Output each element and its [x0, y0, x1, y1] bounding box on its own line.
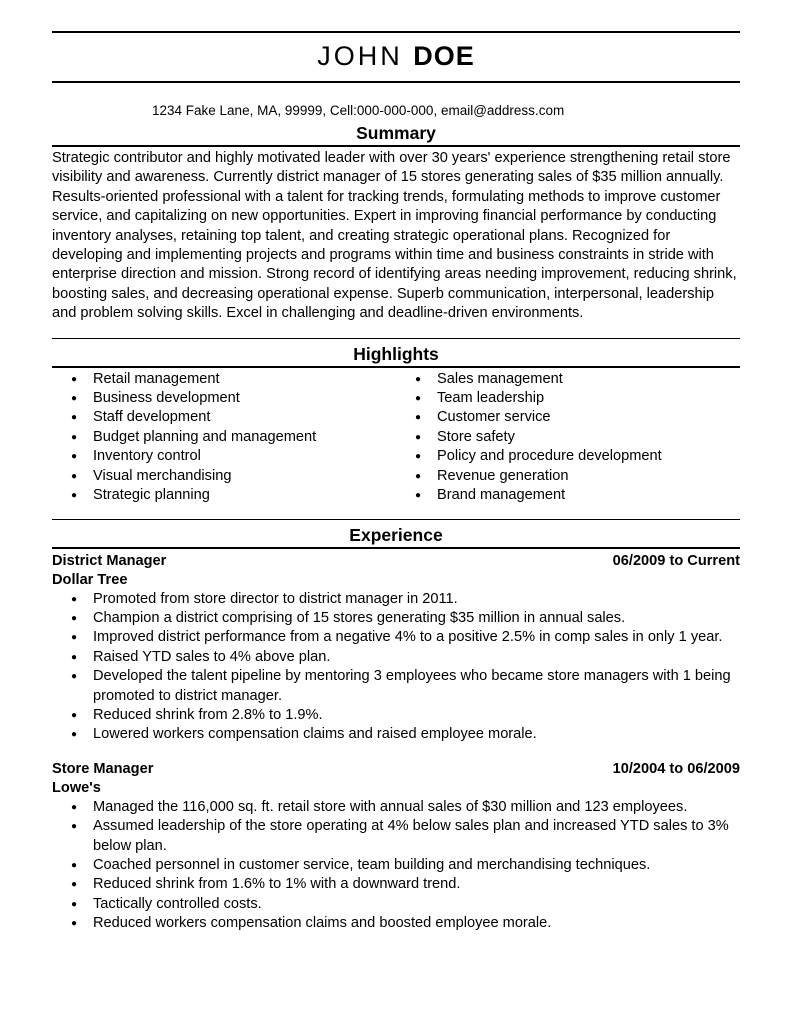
list-item: ● Champion a district comprising of 15 stores generating $35 million in annual sales. — [52, 609, 740, 628]
resume-page — [52, 0, 740, 934]
experience-rule — [52, 547, 740, 549]
experience-top-rule — [52, 519, 740, 520]
list-item: ● Revenue generation — [396, 467, 740, 486]
list-item: ● Policy and procedure development — [396, 447, 740, 466]
highlights-left-column — [52, 370, 396, 506]
list-item: ● Managed the 116,000 sq. ft. retail store with annual sales of $30 million and 123 employees. — [52, 798, 740, 817]
highlights-rule — [52, 366, 740, 368]
company-name: Lowe's — [52, 779, 101, 796]
list-item: ● Reduced shrink from 1.6% to 1% with a downward trend. — [52, 875, 740, 894]
list-item: ● Developed the talent pipeline by mentoring 3 employees who became store managers with 1 being promoted to district manager. — [52, 667, 740, 706]
last-name: DOE — [413, 41, 475, 71]
top-rule — [52, 31, 740, 33]
highlights-right-column — [396, 370, 740, 506]
list-item: ● Visual merchandising — [52, 467, 396, 486]
list-item: ● Raised YTD sales to 4% above plan. — [52, 648, 740, 667]
first-name: JOHN — [317, 41, 403, 71]
list-item: ● Lowered workers compensation claims and raised employee morale. — [52, 725, 740, 744]
summary-text: Strategic contributor and highly motivated leader with over 30 years' experience strengthening retail store visibility and awareness. Currently district manager of 15 stores generating sales of $35 million annually. Results-oriented professional with a talent for tracking trends, formulating methods to improve customer service, and capitalizing on new opportunities. Expert in improving financial performance by conducting inventory analyses, retaining top talent, and creating strategic operational plans. Recognized for developing and implementing projects and programs within time and business constraints in stride with enterprise direction and mission. Strong record of identifying areas needing improvement, reducing shrink, boosting sales, and decreasing operational expense. Superb communication, interpersonal, leadership and problem solving skills. Excel in challenging and deadline-driven environments. — [52, 150, 737, 322]
list-item: ● Store safety — [396, 428, 740, 447]
list-item: ● Tactically controlled costs. — [52, 895, 740, 914]
highlights-list — [52, 370, 740, 506]
list-item: ● Inventory control — [52, 447, 396, 466]
job-bullets — [52, 590, 740, 745]
list-item: ● Brand management — [396, 486, 740, 505]
summary-title: Summary — [356, 123, 436, 143]
contact-line: 1234 Fake Lane, MA, 99999, Cell:000-000-000, email@address.com — [152, 103, 565, 118]
list-item: ● Strategic planning — [52, 486, 396, 505]
list-item: ● Reduced shrink from 2.8% to 1.9%. — [52, 706, 740, 725]
job-title: District Manager — [52, 552, 167, 569]
job-bullets — [52, 798, 740, 934]
job-header — [52, 552, 740, 571]
job-title: Store Manager — [52, 760, 154, 777]
list-item: ● Improved district performance from a negative 4% to a positive 2.5% in comp sales in only 1 year. — [52, 628, 740, 647]
list-item: ● Budget planning and management — [52, 428, 396, 447]
job-header — [52, 760, 740, 779]
list-item: ● Customer service — [396, 408, 740, 427]
list-item: ● Sales management — [396, 370, 740, 389]
list-item: ● Coached personnel in customer service, team building and merchandising techniques. — [52, 856, 740, 875]
job-entry — [52, 760, 740, 934]
list-item: ● Business development — [52, 389, 396, 408]
summary-rule — [52, 145, 740, 147]
list-item: ● Reduced workers compensation claims and boosted employee morale. — [52, 914, 740, 933]
name-rule — [52, 81, 740, 83]
candidate-name — [52, 35, 740, 77]
list-item: ● Retail management — [52, 370, 396, 389]
job-dates: 06/2009 to Current — [612, 552, 740, 569]
job-entry — [52, 552, 740, 745]
company-name: Dollar Tree — [52, 571, 128, 588]
highlights-top-rule — [52, 338, 740, 339]
experience-title: Experience — [349, 524, 443, 545]
list-item: ● Assumed leadership of the store operating at 4% below sales plan and increased YTD sales to 3% below plan. — [52, 817, 740, 856]
highlights-title: Highlights — [353, 343, 439, 364]
list-item: ● Team leadership — [396, 389, 740, 408]
list-item: ● Promoted from store director to district manager in 2011. — [52, 590, 740, 609]
list-item: ● Staff development — [52, 408, 396, 427]
job-dates: 10/2004 to 06/2009 — [612, 760, 740, 777]
